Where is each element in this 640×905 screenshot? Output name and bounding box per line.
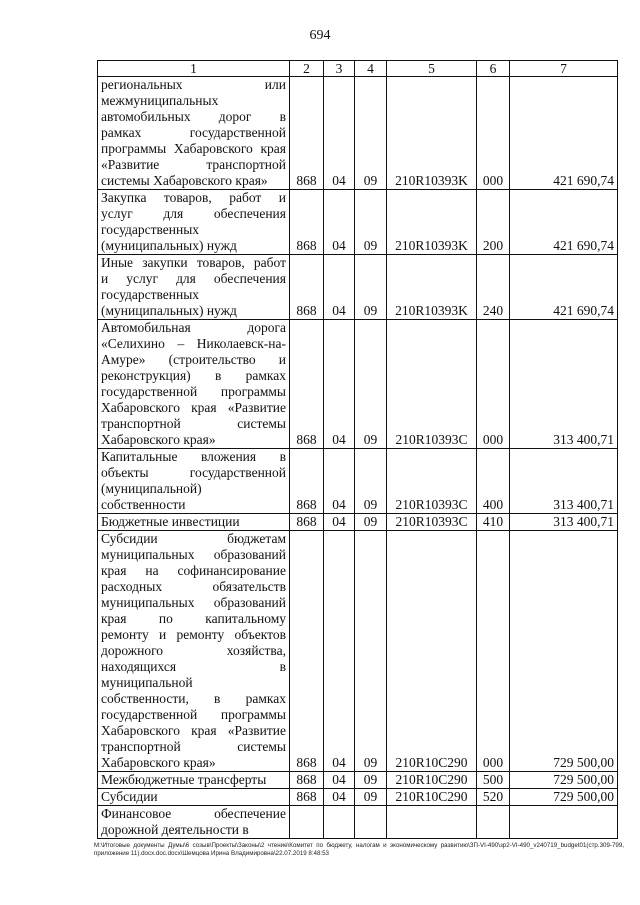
description-line: (муниципальной) [101, 481, 202, 496]
description-line: собственности [101, 497, 186, 512]
expense-type-cell: 500 [477, 772, 510, 789]
description-line: государственных [101, 287, 200, 302]
description-line: региональных или [101, 77, 286, 92]
header-row [98, 61, 618, 77]
row-description [98, 531, 290, 772]
description-line: Хабаровского края» [101, 755, 216, 770]
file-path-footer: M:\Итоговые документы Думы\6 созыв\Проекты\Законы\2 чтение\Комитет по бюджету, налогам и экономическому развитию\ЗП-VI-490\зр2-VI-490_v240719_budget01(стр.309-799, приложение 11).docx.doc.docx\Шемцова Ирина Владимировна\22.07.2019 8:48:53 [94, 842, 624, 857]
description-line: Субсидии бюджетам [101, 531, 286, 546]
table-row [98, 806, 618, 839]
row-description [98, 772, 290, 789]
description-line: дорожного хозяйства, [101, 643, 286, 658]
table-row [98, 190, 618, 255]
row-description [98, 255, 290, 320]
ministry-code-cell: 868 [290, 77, 324, 190]
description-line: Амуре» (строительство и [101, 352, 286, 367]
amount-cell [510, 806, 618, 839]
section-code-cell: 04 [324, 255, 355, 320]
description-line: расходных обязательств [101, 579, 286, 594]
description-line: рамках государственной [101, 125, 286, 140]
description-line: Хабаровского края» [101, 432, 216, 447]
description-line: услуг для обеспечения [101, 206, 286, 221]
section-code-cell: 04 [324, 320, 355, 449]
section-code-cell: 04 [324, 449, 355, 514]
description-line: и услуг для обеспечения [101, 271, 286, 286]
table-row [98, 320, 618, 449]
description-line: муниципальной [101, 675, 193, 690]
table-row [98, 514, 618, 531]
section-code-cell: 04 [324, 514, 355, 531]
description-line: «Развитие транспортной [101, 157, 286, 172]
description-line: государственной программы [101, 707, 286, 722]
target-article-cell: 210R10C290 [387, 531, 477, 772]
description-line: реконструкция) в рамках [101, 368, 286, 383]
table-row [98, 789, 618, 806]
target-article-cell: 210R10C290 [387, 772, 477, 789]
amount-cell: 421 690,74 [510, 77, 618, 190]
expense-type-cell: 000 [477, 531, 510, 772]
amount-cell: 729 500,00 [510, 772, 618, 789]
column-header-5: 5 [387, 61, 477, 77]
description-line: ремонту и ремонту объектов [101, 627, 286, 642]
table-body [98, 77, 618, 839]
table-row [98, 449, 618, 514]
row-description [98, 449, 290, 514]
description-line: «Селихино – Николаевск-на- [101, 336, 286, 351]
description-line: транспортной системы [101, 739, 286, 754]
ministry-code-cell: 868 [290, 320, 324, 449]
description-line: автомобильных дорог в [101, 109, 286, 124]
description-line: края по капитальному [101, 611, 286, 626]
column-header-6: 6 [477, 61, 510, 77]
amount-cell: 729 500,00 [510, 531, 618, 772]
target-article-cell: 210R10393C [387, 320, 477, 449]
table-row [98, 77, 618, 190]
row-description [98, 806, 290, 839]
budget-table [97, 60, 618, 839]
amount-cell: 729 500,00 [510, 789, 618, 806]
row-description [98, 514, 290, 531]
description-line: собственности, в рамках [101, 691, 286, 706]
section-code-cell: 04 [324, 772, 355, 789]
row-description [98, 789, 290, 806]
column-header-4: 4 [355, 61, 387, 77]
description-line: находящихся в [101, 659, 286, 674]
row-description [98, 77, 290, 190]
column-header-1: 1 [98, 61, 290, 77]
description-line: Межбюджетные трансферты [101, 772, 267, 787]
description-line: муниципальных образований [101, 547, 286, 562]
table-row [98, 531, 618, 772]
column-header-2: 2 [290, 61, 324, 77]
expense-type-cell: 240 [477, 255, 510, 320]
target-article-cell: 210R10393K [387, 77, 477, 190]
description-line: (муниципальных) нужд [101, 238, 237, 253]
subsection-code-cell [355, 806, 387, 839]
column-header-3: 3 [324, 61, 355, 77]
target-article-cell: 210R10393K [387, 255, 477, 320]
description-line: Хабаровского края «Развитие [101, 400, 286, 415]
section-code-cell: 04 [324, 789, 355, 806]
description-line: Капитальные вложения в [101, 449, 286, 464]
ministry-code-cell: 868 [290, 789, 324, 806]
amount-cell: 421 690,74 [510, 190, 618, 255]
ministry-code-cell [290, 806, 324, 839]
description-line: Субсидии [101, 789, 158, 804]
section-code-cell: 04 [324, 77, 355, 190]
subsection-code-cell: 09 [355, 514, 387, 531]
description-line: программы Хабаровского края [101, 141, 286, 156]
description-line: системы Хабаровского края» [101, 173, 268, 188]
description-line: транспортной системы [101, 416, 286, 431]
amount-cell: 313 400,71 [510, 514, 618, 531]
subsection-code-cell: 09 [355, 449, 387, 514]
description-line: Бюджетные инвестиции [101, 514, 240, 529]
target-article-cell [387, 806, 477, 839]
subsection-code-cell: 09 [355, 255, 387, 320]
description-line: края на софинансирование [101, 563, 286, 578]
subsection-code-cell: 09 [355, 772, 387, 789]
expense-type-cell [477, 806, 510, 839]
target-article-cell: 210R10C290 [387, 789, 477, 806]
description-line: дорожной деятельности в [101, 822, 249, 837]
description-line: Автомобильная дорога [101, 320, 286, 335]
amount-cell: 313 400,71 [510, 449, 618, 514]
table-row [98, 255, 618, 320]
row-description [98, 320, 290, 449]
expense-type-cell: 520 [477, 789, 510, 806]
ministry-code-cell: 868 [290, 190, 324, 255]
amount-cell: 313 400,71 [510, 320, 618, 449]
ministry-code-cell: 868 [290, 255, 324, 320]
description-line: Иные закупки товаров, работ [101, 255, 286, 270]
table-row [98, 772, 618, 789]
expense-type-cell: 400 [477, 449, 510, 514]
target-article-cell: 210R10393C [387, 514, 477, 531]
target-article-cell: 210R10393C [387, 449, 477, 514]
subsection-code-cell: 09 [355, 531, 387, 772]
column-header-7: 7 [510, 61, 618, 77]
section-code-cell: 04 [324, 190, 355, 255]
amount-cell: 421 690,74 [510, 255, 618, 320]
ministry-code-cell: 868 [290, 772, 324, 789]
subsection-code-cell: 09 [355, 77, 387, 190]
subsection-code-cell: 09 [355, 789, 387, 806]
description-line: муниципальных образований [101, 595, 286, 610]
ministry-code-cell: 868 [290, 514, 324, 531]
section-code-cell [324, 806, 355, 839]
expense-type-cell: 000 [477, 320, 510, 449]
row-description [98, 190, 290, 255]
subsection-code-cell: 09 [355, 320, 387, 449]
section-code-cell: 04 [324, 531, 355, 772]
target-article-cell: 210R10393K [387, 190, 477, 255]
page-number: 694 [309, 28, 331, 43]
description-line: объекты государственной [101, 465, 286, 480]
ministry-code-cell: 868 [290, 449, 324, 514]
description-line: государственной программы [101, 384, 286, 399]
ministry-code-cell: 868 [290, 531, 324, 772]
description-line: межмуниципальных [101, 93, 219, 108]
description-line: Закупка товаров, работ и [101, 190, 286, 205]
expense-type-cell: 200 [477, 190, 510, 255]
expense-type-cell: 410 [477, 514, 510, 531]
expense-type-cell: 000 [477, 77, 510, 190]
description-line: Хабаровского края «Развитие [101, 723, 286, 738]
description-line: Финансовое обеспечение [101, 806, 286, 821]
subsection-code-cell: 09 [355, 190, 387, 255]
description-line: государственных [101, 222, 200, 237]
description-line: (муниципальных) нужд [101, 303, 237, 318]
